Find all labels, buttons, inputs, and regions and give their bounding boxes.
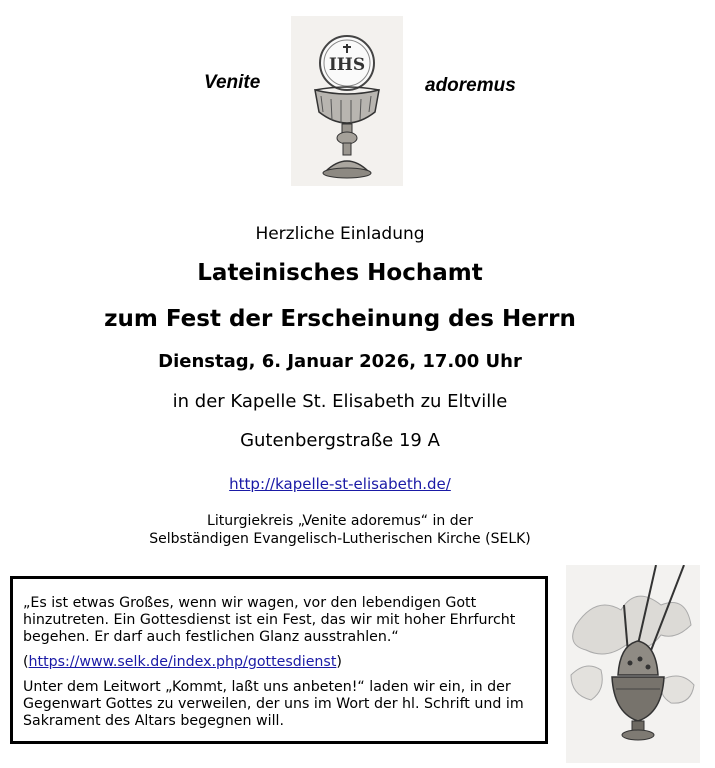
header-adoremus: adoremus [425,75,516,96]
event-date: Dienstag, 6. Januar 2026, 17.00 Uhr [158,351,522,372]
quote-text: „Es ist etwas Großes, wenn wir wagen, vor den lebendigen Gott hinzutreten. Ein Gottesdienst ist ein Fest, das wir mit hoher Ehrfurcht begehen. Er darf auch festlichen Glanz ausstrahlen.“ [23,595,516,645]
source-link[interactable]: https://www.selk.de/index.php/gottesdienst [28,654,337,670]
event-place: in der Kapelle St. Elisabeth zu Eltville [172,391,508,412]
invitation-intro: Herzliche Einladung [255,224,425,244]
quote-source [23,654,535,671]
event-subtitle: zum Fest der Erscheinung des Herrn [104,306,576,332]
organizer [0,512,680,548]
event-address: Gutenbergstraße 19 A [240,430,440,451]
chalice-illustration [291,16,403,186]
event-title: Lateinisches Hochamt [197,260,483,286]
ihs-monogram: IHS [328,55,366,75]
source-paren-close: ) [336,654,342,670]
website-link[interactable]: http://kapelle-st-elisabeth.de/ [229,475,451,493]
closing-text: Unter dem Leitwort „Kommt, laßt uns anbeten!“ laden wir ein, in der Gegenwart Gottes zu verweilen, der uns im Wort der hl. Schrift und im Sakrament des Altars begegnen will. [23,679,524,729]
quote-box [10,576,548,744]
source-paren-open: ( [23,654,29,670]
header-venite: Venite [204,72,261,93]
organizer-line2: Selbständigen Evangelisch-Lutherischen Kirche (SELK) [149,531,531,547]
organizer-line1: Liturgiekreis „Venite adoremus“ in der [207,513,473,529]
censer-illustration [566,565,700,763]
